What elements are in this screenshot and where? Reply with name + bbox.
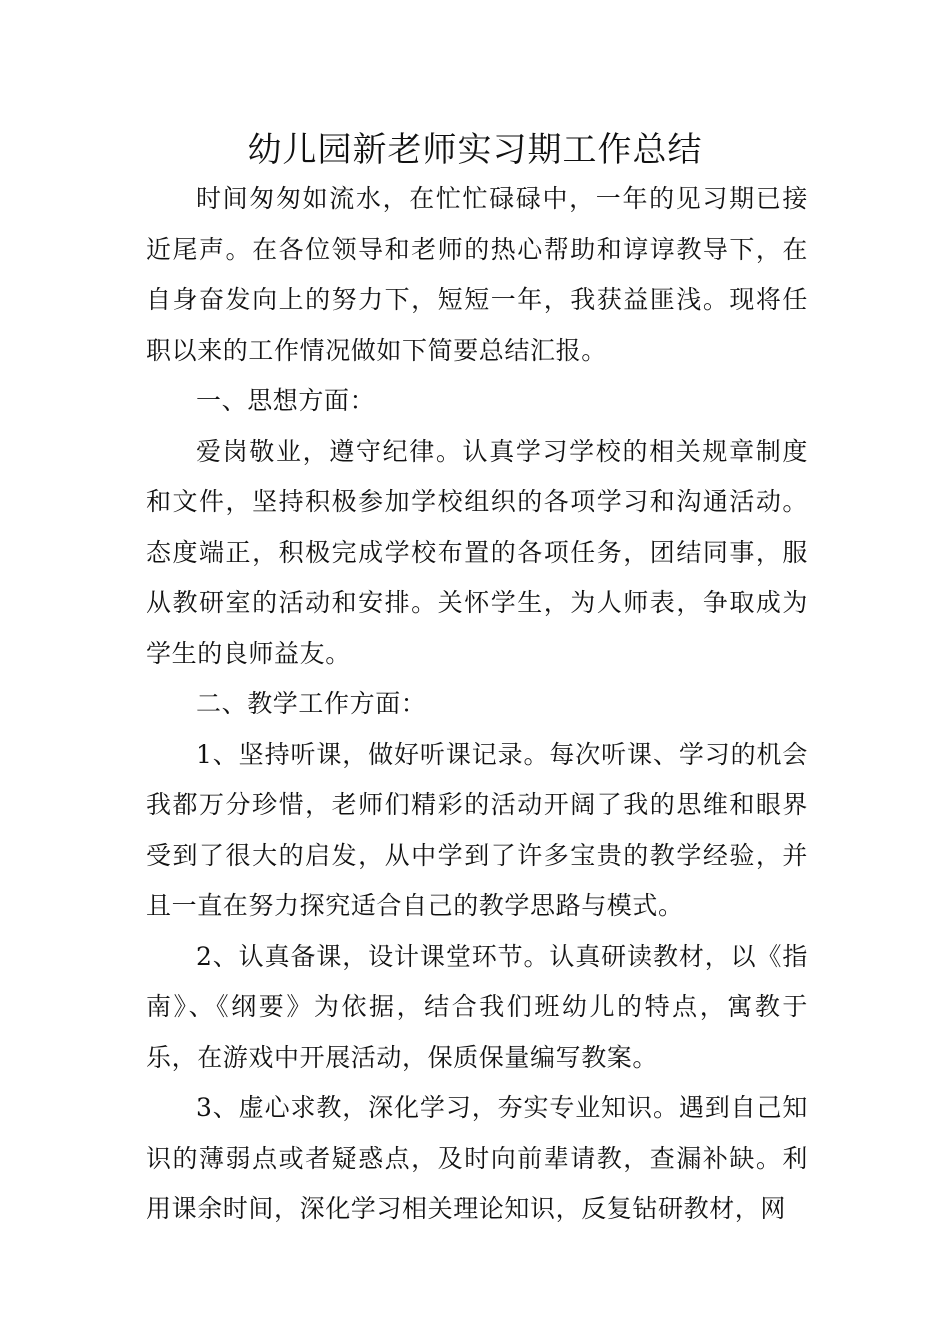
section-heading-thought: 一、思想方面： [196, 386, 376, 415]
section-heading-teaching: 二、教学工作方面： [196, 689, 427, 718]
paragraph-teaching-2: 2、认真备课，设计课堂环节。认真研读教材，以《指南》、《纲要》为依据，结合我们班幼儿的特点，寓教于乐，在游戏中开展活动，保质保量编写教案。 [146, 941, 808, 1072]
paragraph-thought: 爱岗敬业，遵守纪律。认真学习学校的相关规章制度和文件，坚持积极参加学校组织的各项学习和沟通活动。态度端正，积极完成学校布置的各项任务，团结同事，服从教研室的活动和安排。关怀学生，为人师表，争取成为学生的良师益友。 [146, 436, 808, 668]
paragraph-teaching-1: 1、坚持听课，做好听课记录。每次听课、学习的机会我都万分珍惜，老师们精彩的活动开阔了我的思维和眼界受到了很大的启发，从中学到了许多宝贵的教学经验，并且一直在努力探究适合自己的教学思路与模式。 [146, 739, 808, 920]
document-title: 幼儿园新老师实习期工作总结 [247, 130, 703, 170]
document-body [146, 174, 808, 1235]
paragraph-teaching-3: 3、虚心求教，深化学习，夯实专业知识。遇到自己知识的薄弱点或者疑惑点，及时向前辈请教，查漏补缺。利用课余时间，深化学习相关理论知识，反复钻研教材，网 [146, 1093, 808, 1223]
paragraph-intro: 时间匆匆如流水，在忙忙碌碌中，一年的见习期已接近尾声。在各位领导和老师的热心帮助和谆谆教导下，在自身奋发向上的努力下，短短一年，我获益匪浅。现将任职以来的工作情况做如下简要总结汇报。 [146, 184, 808, 365]
